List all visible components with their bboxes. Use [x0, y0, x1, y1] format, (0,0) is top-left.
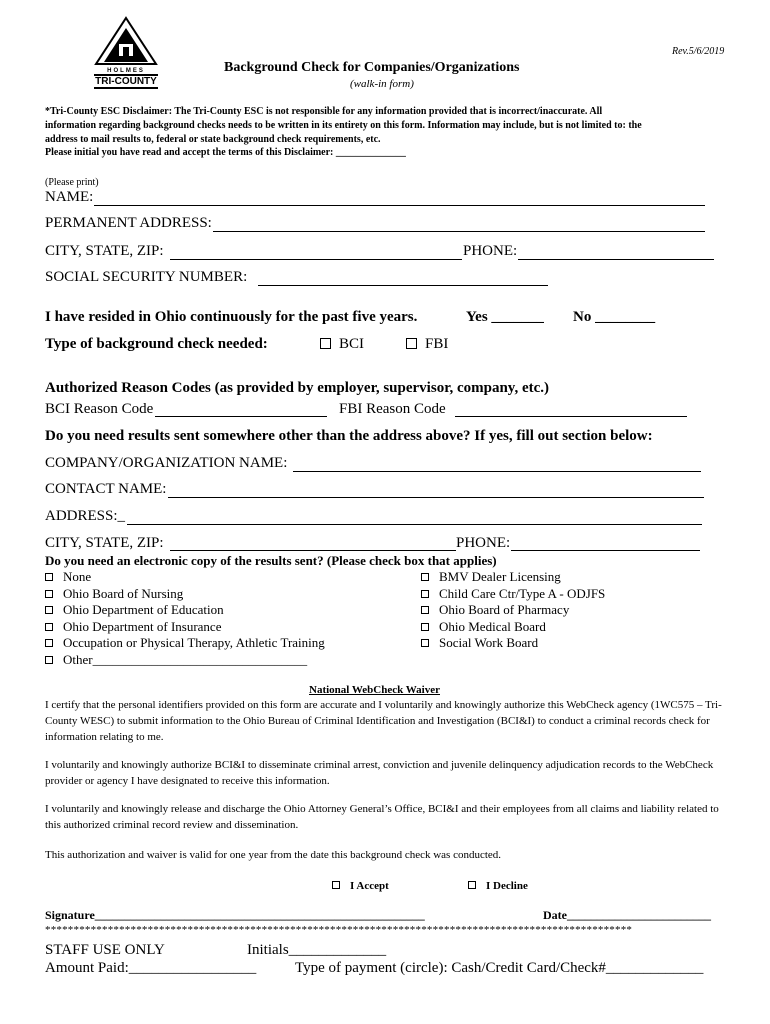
logo-triangle-icon: [94, 16, 158, 66]
decline-option[interactable]: [468, 880, 528, 892]
permanent-address-field[interactable]: [213, 231, 705, 232]
form-title: Background Check for Companies/Organizations: [224, 60, 520, 75]
option-ohio-department-of-education[interactable]: [45, 602, 325, 619]
residency-no-field[interactable]: No ________: [573, 309, 656, 325]
disclaimer-line-3: address to mail results to, federal or state background check requirements, etc.: [45, 134, 381, 145]
results-question: Do you need results sent somewhere other than the address above? If yes, fill out section below:: [45, 428, 653, 444]
option-label: Other_________________________________: [63, 651, 308, 667]
please-print-note: (Please print): [45, 177, 99, 188]
decline-label: I Decline: [486, 880, 528, 892]
accept-option[interactable]: [332, 880, 389, 892]
option-label: Ohio Board of Nursing: [63, 585, 184, 601]
option-ohio-medical-board[interactable]: [421, 619, 605, 636]
logo-text: TRI-COUNTY: [95, 76, 157, 87]
reason-codes-heading: Authorized Reason Codes (as provided by employer, supervisor, company, etc.): [45, 380, 550, 396]
electronic-right-options: [421, 569, 605, 652]
option-label: Social Work Board: [439, 635, 539, 650]
date-field[interactable]: Date________________________: [543, 908, 711, 922]
bci-reason-code-field[interactable]: [155, 416, 327, 417]
option-occupation-physical-therapy[interactable]: [45, 635, 325, 652]
waiver-title: National WebCheck Waiver: [309, 684, 440, 696]
recipient-city-field[interactable]: [170, 550, 456, 551]
recipient-city-label: CITY, STATE, ZIP:: [45, 535, 164, 551]
electronic-copy-question: Do you need an electronic copy of the results sent? (Please check box that applies): [45, 553, 497, 568]
bci-label: BCI: [339, 336, 365, 352]
fbi-label: FBI: [425, 336, 449, 352]
option-social-work-board[interactable]: [421, 635, 605, 652]
option-ohio-board-of-nursing[interactable]: [45, 586, 325, 603]
option-checkbox[interactable]: [421, 606, 429, 614]
decline-checkbox[interactable]: [468, 881, 476, 889]
option-checkbox[interactable]: [45, 623, 53, 631]
residency-yes-field[interactable]: Yes _______: [466, 309, 544, 325]
bci-checkbox[interactable]: [320, 338, 331, 349]
option-label: BMV Dealer Licensing: [439, 569, 561, 584]
phone-field[interactable]: [518, 259, 714, 260]
option-checkbox[interactable]: [421, 573, 429, 581]
option-checkbox[interactable]: [45, 656, 53, 664]
fbi-checkbox[interactable]: [406, 338, 417, 349]
logo-sub-text: HOLMES: [107, 68, 145, 74]
disclaimer-line-1: *Tri-County ESC Disclaimer: The Tri-County ESC is not responsible for any information provided that is incorrect/inaccurate. All: [45, 106, 603, 117]
disclaimer-initial-line[interactable]: Please initial you have read and accept the terms of this Disclaimer: ______________: [45, 147, 406, 158]
staff-use-title: STAFF USE ONLY: [45, 942, 165, 958]
revision-date: Rev.5/6/2019: [672, 46, 725, 57]
city-state-zip-label: CITY, STATE, ZIP:: [45, 243, 164, 259]
tri-county-logo: [94, 16, 158, 86]
waiver-paragraph-4: This authorization and waiver is valid for one year from the date this background check was conducted.: [45, 849, 502, 861]
company-name-field[interactable]: [293, 471, 701, 472]
staff-initials-field[interactable]: Initials_____________: [247, 942, 387, 958]
check-type-label: Type of background check needed:: [45, 336, 268, 352]
option-label: Ohio Medical Board: [439, 618, 546, 634]
signature-field[interactable]: Signature_______________________________________________________: [45, 908, 425, 922]
accept-label: I Accept: [350, 880, 389, 892]
option-child-care[interactable]: [421, 586, 605, 603]
electronic-left-options: [45, 569, 325, 668]
bci-option[interactable]: [320, 336, 364, 353]
option-label: Ohio Department of Education: [63, 602, 224, 617]
amount-paid-field[interactable]: Amount Paid:_________________: [45, 960, 257, 976]
recipient-address-field[interactable]: [127, 524, 702, 525]
contact-name-field[interactable]: [168, 497, 704, 498]
city-state-zip-field[interactable]: [170, 259, 462, 260]
phone-label: PHONE:: [463, 243, 518, 259]
ssn-label: SOCIAL SECURITY NUMBER:: [45, 269, 248, 285]
recipient-phone-field[interactable]: [511, 550, 700, 551]
option-checkbox[interactable]: [421, 623, 429, 631]
option-none[interactable]: [45, 569, 325, 586]
residency-question: I have resided in Ohio continuously for the past five years.: [45, 309, 418, 325]
option-checkbox[interactable]: [45, 606, 53, 614]
fbi-reason-code-label: FBI Reason Code: [339, 401, 446, 417]
separator-stars: *******************************************************************************************************: [45, 924, 633, 936]
option-label: Occupation or Physical Therapy, Athletic Training: [63, 635, 325, 650]
form-subtitle: (walk-in form): [350, 78, 414, 90]
payment-type-field[interactable]: Type of payment (circle): Cash/Credit Card/Check#_____________: [295, 960, 704, 976]
option-other[interactable]: [45, 652, 325, 669]
waiver-paragraph-2: I voluntarily and knowingly authorize BCI&I to disseminate criminal arrest, conviction and juvenile delinquency adjudication records to the WebCheck provider or agency I have designated to receive this information.: [45, 759, 714, 787]
name-label: NAME:: [45, 189, 94, 205]
option-label: Ohio Department of Insurance: [63, 618, 222, 634]
company-name-label: COMPANY/ORGANIZATION NAME:: [45, 455, 288, 471]
recipient-address-label: ADDRESS:_: [45, 508, 126, 524]
bci-reason-code-label: BCI Reason Code: [45, 401, 154, 417]
option-label: None: [63, 569, 92, 584]
fbi-option[interactable]: [406, 336, 448, 353]
option-checkbox[interactable]: [45, 590, 53, 598]
option-label: Child Care Ctr/Type A - ODJFS: [439, 585, 606, 601]
waiver-paragraph-1: I certify that the personal identifiers provided on this form are accurate and I voluntarily and knowingly authorize this WebCheck agency (1WC575 – Tri-County WESC) to submit information to the Ohio Bureau of Criminal Identification and Investigation (BCI&I) to conduct a criminal records check for information relating to me.: [45, 699, 722, 743]
contact-name-label: CONTACT NAME:: [45, 481, 167, 497]
option-checkbox[interactable]: [421, 590, 429, 598]
waiver-paragraph-3: I voluntarily and knowingly release and discharge the Ohio Attorney General’s Office, BCI&I and their employees from all claims and liability related to this authorized criminal record review and dissemination.: [45, 803, 719, 831]
option-bmv-dealer-licensing[interactable]: [421, 569, 605, 586]
option-label: Ohio Board of Pharmacy: [439, 602, 570, 617]
disclaimer-line-2: information regarding background checks needs to be written in its entirety on this form. Information may include, but is not limited to: the: [45, 120, 642, 131]
option-none-checkbox[interactable]: [45, 573, 53, 581]
option-ohio-department-of-insurance[interactable]: [45, 619, 325, 636]
permanent-address-label: PERMANENT ADDRESS:: [45, 215, 212, 231]
option-checkbox[interactable]: [45, 639, 53, 647]
recipient-phone-label: PHONE:: [456, 535, 511, 551]
ssn-field[interactable]: [258, 285, 548, 286]
option-ohio-board-of-pharmacy[interactable]: [421, 602, 605, 619]
option-checkbox[interactable]: [421, 639, 429, 647]
name-field[interactable]: [94, 205, 705, 206]
fbi-reason-code-field[interactable]: [455, 416, 687, 417]
accept-checkbox[interactable]: [332, 881, 340, 889]
